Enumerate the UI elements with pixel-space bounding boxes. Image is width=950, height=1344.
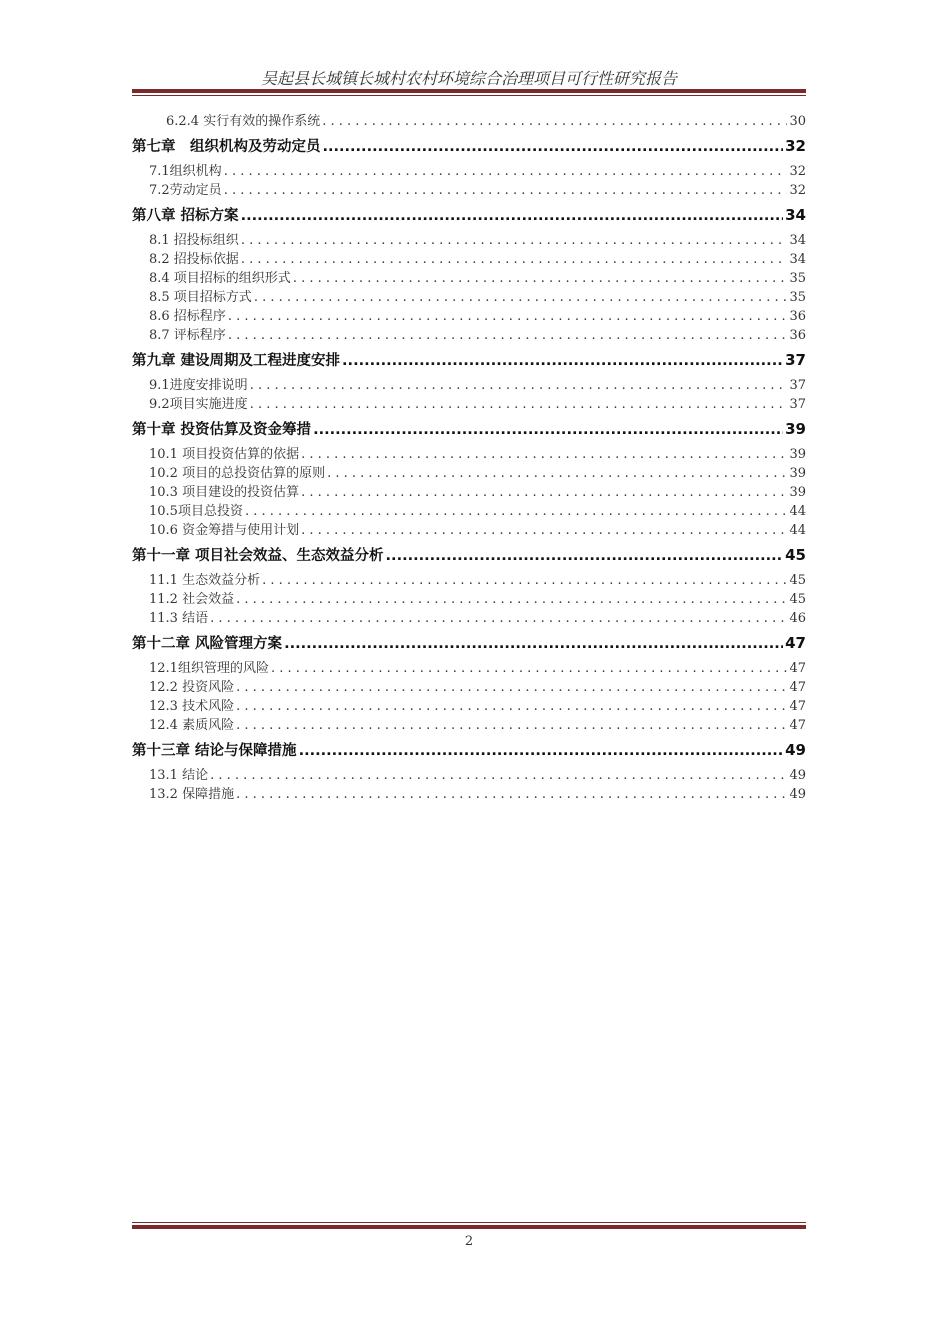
toc-entry-label: 8.2 招投标依据 — [149, 252, 239, 267]
toc-entry-page: 39 — [789, 447, 806, 462]
toc-entry-page: 37 — [789, 378, 806, 393]
toc-entry-label: 8.7 评标程序 — [149, 328, 226, 343]
toc-entry-page: 35 — [789, 290, 806, 305]
toc-chapter-page: 49 — [785, 741, 806, 759]
toc-chapter-page: 37 — [785, 351, 806, 369]
toc-chapter-label: 第十三章 结论与保障措施 — [132, 743, 297, 759]
toc-entry-label: 12.2 投资风险 — [149, 680, 235, 695]
toc-chapter-12[interactable] — [132, 632, 806, 654]
toc-chapter-13[interactable] — [132, 739, 806, 761]
toc-chapter-label: 第八章 招标方案 — [132, 208, 239, 224]
toc-entry-label: 7.1组织机构 — [149, 164, 222, 179]
toc-chapter-page: 45 — [785, 546, 806, 564]
toc-chapter-10[interactable] — [132, 418, 806, 440]
toc-chapter-7[interactable] — [132, 135, 806, 157]
toc-entry-page: 47 — [789, 718, 806, 733]
toc-chapter-label: 第十二章 风险管理方案 — [132, 636, 283, 652]
toc-entry-page: 44 — [789, 504, 806, 519]
toc-entry-page: 36 — [789, 309, 806, 324]
toc-entry-label: 8.1 招投标组织 — [149, 233, 239, 248]
toc-entry-label: 10.2 项目的总投资估算的原则 — [149, 466, 326, 481]
toc-chapter-label: 第十一章 项目社会效益、生态效益分析 — [132, 548, 384, 564]
toc-entry-label: 10.1 项目投资估算的依据 — [149, 447, 300, 462]
toc-entry[interactable] — [132, 112, 806, 131]
toc-entry-page: 45 — [789, 592, 806, 607]
toc-entry[interactable] — [132, 678, 806, 697]
toc-entry[interactable] — [132, 766, 806, 785]
toc-entry-page: 32 — [789, 183, 806, 198]
toc-entry-page: 47 — [789, 699, 806, 714]
toc-entry-label: 12.3 技术风险 — [149, 699, 235, 714]
toc-entry[interactable] — [132, 269, 806, 288]
toc-entry[interactable] — [132, 785, 806, 804]
header-title: 吴起县长城镇长城村农村环境综合治理项目可行性研究报告 — [260, 69, 677, 88]
toc-entry-label: 11.3 结语 — [149, 611, 209, 626]
toc-entry-page: 45 — [789, 573, 806, 588]
toc-entry[interactable] — [132, 502, 806, 521]
toc-entry[interactable] — [132, 376, 806, 395]
toc-chapter-label: 第九章 建设周期及工程进度安排 — [132, 353, 341, 369]
toc-entry[interactable] — [132, 307, 806, 326]
toc-entry-page: 30 — [789, 114, 806, 129]
toc-chapter-page: 47 — [785, 634, 806, 652]
toc-chapter-label: 第七章 组织机构及劳动定员 — [132, 139, 321, 155]
toc-entry-page: 46 — [789, 611, 806, 626]
toc-entry-label: 10.6 资金筹措与使用计划 — [149, 523, 300, 538]
header-rule — [132, 89, 806, 96]
toc-entry-page: 44 — [789, 523, 806, 538]
toc-entry[interactable] — [132, 395, 806, 414]
toc-entry-label: 10.5项目总投资 — [149, 504, 243, 519]
toc-entry[interactable] — [132, 571, 806, 590]
page-number: 2 — [464, 1234, 474, 1249]
toc-entry-label: 12.4 素质风险 — [149, 718, 235, 733]
toc-entry[interactable] — [132, 181, 806, 200]
table-of-contents — [132, 112, 806, 804]
toc-entry[interactable] — [132, 288, 806, 307]
toc-entry-page: 37 — [789, 397, 806, 412]
toc-entry-label: 12.1组织管理的风险 — [149, 661, 269, 676]
toc-entry-page: 34 — [789, 233, 806, 248]
toc-entry-page: 49 — [789, 787, 806, 802]
toc-chapter-8[interactable] — [132, 204, 806, 226]
toc-entry[interactable] — [132, 609, 806, 628]
toc-chapter-11[interactable] — [132, 544, 806, 566]
toc-entry[interactable] — [132, 697, 806, 716]
toc-entry-page: 39 — [789, 485, 806, 500]
toc-entry-label: 7.2劳动定员 — [149, 183, 222, 198]
toc-chapter-9[interactable] — [132, 349, 806, 371]
toc-entry-label: 10.3 项目建设的投资估算 — [149, 485, 300, 500]
toc-entry-page: 47 — [789, 680, 806, 695]
toc-entry-label: 11.2 社会效益 — [149, 592, 235, 607]
toc-entry[interactable] — [132, 483, 806, 502]
toc-entry[interactable] — [132, 231, 806, 250]
toc-entry-label: 8.5 项目招标方式 — [149, 290, 252, 305]
toc-entry-page: 36 — [789, 328, 806, 343]
toc-entry-page: 32 — [789, 164, 806, 179]
toc-entry[interactable] — [132, 250, 806, 269]
toc-entry[interactable] — [132, 659, 806, 678]
toc-entry[interactable] — [132, 162, 806, 181]
toc-entry-label: 6.2.4 实行有效的操作系统 — [166, 114, 321, 129]
toc-entry-page: 34 — [789, 252, 806, 267]
toc-entry[interactable] — [132, 521, 806, 540]
toc-entry-page: 47 — [789, 661, 806, 676]
toc-chapter-page: 39 — [785, 420, 806, 438]
toc-entry-page: 35 — [789, 271, 806, 286]
toc-entry[interactable] — [132, 464, 806, 483]
toc-entry-label: 13.1 结论 — [149, 768, 209, 783]
toc-chapter-label: 第十章 投资估算及资金筹措 — [132, 422, 312, 438]
toc-chapter-page: 32 — [785, 137, 806, 155]
toc-entry-label: 11.1 生态效益分析 — [149, 573, 261, 588]
toc-entry-label: 9.1进度安排说明 — [149, 378, 248, 393]
toc-entry[interactable] — [132, 445, 806, 464]
toc-entry-page: 39 — [789, 466, 806, 481]
toc-entry[interactable] — [132, 716, 806, 735]
toc-entry-label: 9.2项目实施进度 — [149, 397, 248, 412]
toc-entry[interactable] — [132, 326, 806, 345]
toc-entry-page: 49 — [789, 768, 806, 783]
toc-entry-label: 13.2 保障措施 — [149, 787, 235, 802]
toc-chapter-page: 34 — [785, 206, 806, 224]
toc-entry-label: 8.4 项目招标的组织形式 — [149, 271, 291, 286]
toc-entry[interactable] — [132, 590, 806, 609]
toc-entry-label: 8.6 招标程序 — [149, 309, 226, 324]
footer-rule — [132, 1222, 806, 1229]
